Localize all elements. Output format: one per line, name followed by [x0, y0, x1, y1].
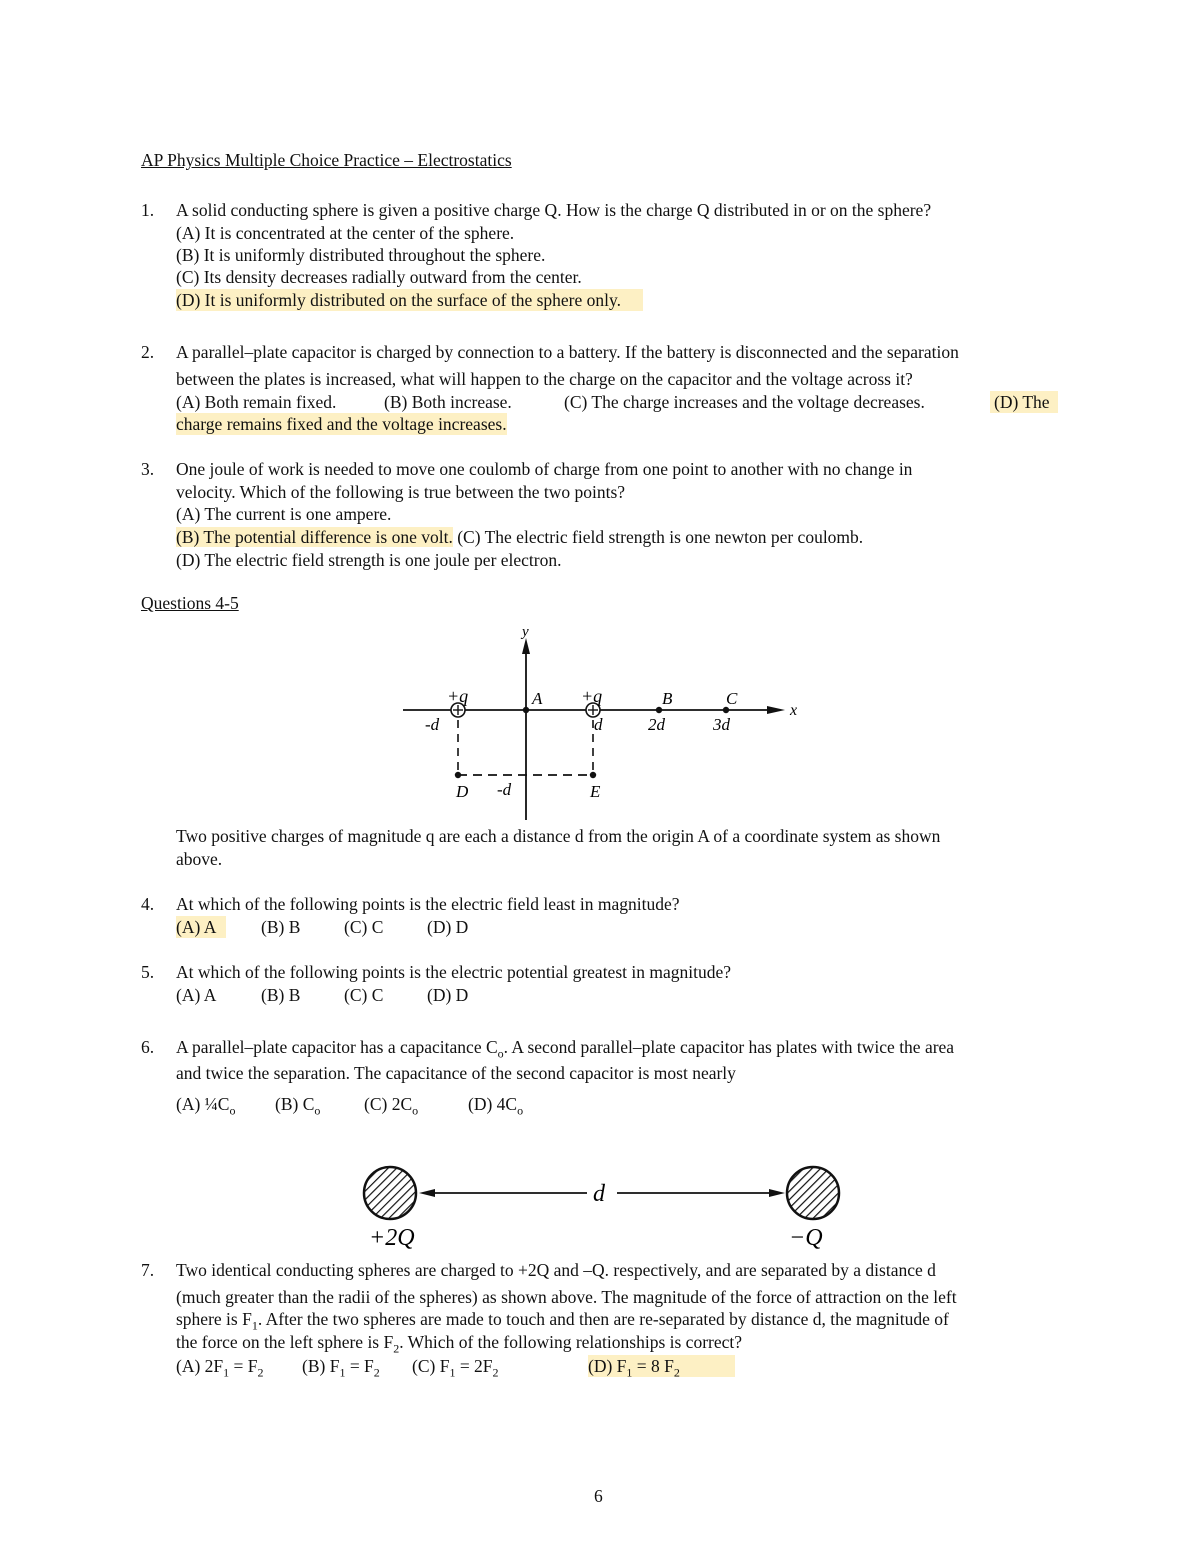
- distance-label: d: [593, 1181, 605, 1207]
- option-d-highlighted-part2: charge remains fixed and the voltage increases.: [176, 414, 507, 434]
- page-number: 6: [594, 1486, 603, 1506]
- option-d-highlighted-part1: (D) The: [990, 391, 1058, 413]
- option-a: (A) Both remain fixed.: [176, 392, 337, 412]
- option-a: (A) It is concentrated at the center of the sphere.: [176, 223, 515, 243]
- charge-left-label: +q: [447, 686, 469, 706]
- option-c: (C) The electric field strength is one newton per coulomb.: [452, 527, 864, 547]
- left-sphere-charge-label: +2Q: [369, 1225, 415, 1251]
- point-a-label: A: [532, 689, 543, 708]
- point-e-label: E: [590, 782, 601, 801]
- point-d-label: D: [456, 782, 469, 801]
- option-d: (D) D: [427, 985, 469, 1005]
- question-stem-line1: One joule of work is needed to move one coulomb of charge from one point to another with no change in: [176, 459, 913, 479]
- question-stem-line2: velocity. Which of the following is true between the two points?: [176, 482, 626, 502]
- option-c: (C) C: [344, 985, 384, 1005]
- charge-coordinate-figure: [395, 620, 815, 820]
- question-number: 6.: [141, 1037, 155, 1057]
- question-number: 1.: [141, 200, 155, 220]
- option-c: (C) C: [344, 917, 384, 937]
- option-b: (B) $C_o$: [275, 1094, 321, 1118]
- questions-group-label: Questions 4-5: [141, 593, 239, 613]
- option-a: (A) $2F_1 = F_2$: [176, 1356, 264, 1380]
- x-axis-label: x: [790, 702, 798, 719]
- question-stem: At which of the following points is the electric potential greatest in magnitude?: [176, 962, 731, 982]
- point-a-dot: [523, 707, 529, 713]
- figure-caption-line1: Two positive charges of magnitude q are each a distance d from the origin A of a coordinate system as shown: [176, 826, 941, 846]
- 3d-label: 3d: [713, 715, 730, 734]
- option-b-c-line: [176, 526, 863, 548]
- right-sphere-charge-label: −Q: [789, 1225, 823, 1251]
- charge-right-label: +q: [581, 686, 603, 706]
- option-d: (D) The electric field strength is one joule per electron.: [176, 550, 562, 570]
- option-c: (C) $F_1 = 2F_2$: [412, 1356, 499, 1380]
- right-sphere-icon: [787, 1167, 839, 1219]
- option-b: (B) It is uniformly distributed throughout the sphere.: [176, 245, 546, 265]
- question-number: 3.: [141, 459, 155, 479]
- question-stem: At which of the following points is the electric field least in magnitude?: [176, 894, 680, 914]
- question-stem-line2: between the plates is increased, what will happen to the charge on the capacitor and the voltage across it?: [176, 369, 913, 389]
- question-stem-line1: A parallel–plate capacitor has a capacitance $C_o$. A second parallel–plate capacitor has plates with twice the area: [176, 1037, 955, 1061]
- question-stem-line3: sphere is $F_1$. After the two spheres are made to touch and then are re-separated by distance d, the magnitude of: [176, 1309, 949, 1333]
- y-axis-arrow-icon: [522, 638, 530, 654]
- point-b-label: B: [662, 689, 673, 708]
- question-number: 2.: [141, 342, 155, 362]
- option-a: (A) $\frac{1}{4}C_o$: [176, 1094, 236, 1118]
- point-e-dot: [590, 772, 596, 778]
- option-a: (A) The current is one ampere.: [176, 504, 392, 524]
- two-spheres-figure: [355, 1158, 855, 1258]
- left-arrowhead-icon: [419, 1189, 435, 1197]
- point-c-label: C: [726, 689, 738, 708]
- neg-d-y-label: -d: [497, 780, 512, 799]
- left-sphere-icon: [364, 1167, 416, 1219]
- x-axis-arrow-icon: [767, 706, 785, 714]
- option-b: (B) Both increase.: [384, 392, 512, 412]
- option-d-highlighted: (D) It is uniformly distributed on the surface of the sphere only.: [176, 289, 643, 311]
- 2d-label: 2d: [648, 715, 665, 734]
- option-c: (C) $2C_o$: [364, 1094, 419, 1118]
- option-b-highlighted: (B) The potential difference is one volt.: [176, 527, 453, 547]
- option-b: (B) B: [261, 985, 301, 1005]
- question-stem-line1: A parallel–plate capacitor is charged by connection to a battery. If the battery is disconnected and the separation: [176, 342, 959, 362]
- question-stem-line1: Two identical conducting spheres are charged to +2Q and –Q. respectively, and are separated by a distance d: [176, 1260, 936, 1280]
- option-b: (B) B: [261, 917, 301, 937]
- question-stem-line2: (much greater than the radii of the spheres) as shown above. The magnitude of the force of attraction on the left: [176, 1287, 957, 1307]
- y-axis-label: y: [522, 624, 529, 640]
- option-b: (B) $F_1 = F_2$: [302, 1356, 380, 1380]
- question-number: 5.: [141, 962, 155, 982]
- option-a-highlighted: (A) A: [176, 916, 226, 938]
- option-a: (A) A: [176, 985, 217, 1005]
- question-number: 7.: [141, 1260, 155, 1280]
- question-stem: A solid conducting sphere is given a positive charge Q. How is the charge Q distributed in or on the sphere?: [176, 200, 932, 220]
- option-d: (D) $4C_o$: [468, 1094, 524, 1118]
- page-title: AP Physics Multiple Choice Practice – Electrostatics: [141, 150, 512, 170]
- figure-caption-line2: above.: [176, 849, 223, 869]
- point-d-dot: [455, 772, 461, 778]
- question-number: 4.: [141, 894, 155, 914]
- option-c: (C) The charge increases and the voltage decreases.: [564, 392, 925, 412]
- neg-d-x-label: -d: [425, 715, 440, 734]
- right-arrowhead-icon: [769, 1189, 785, 1197]
- option-c: (C) Its density decreases radially outward from the center.: [176, 267, 582, 287]
- question-stem-line4: the force on the left sphere is $F_2$. Which of the following relationships is correct?: [176, 1332, 743, 1356]
- option-d-highlighted: (D) $F_1 = 8$ $F_2$: [588, 1355, 735, 1377]
- option-d: (D) D: [427, 917, 469, 937]
- question-stem-line2: and twice the separation. The capacitance of the second capacitor is most nearly: [176, 1063, 736, 1083]
- d-x-label: d: [594, 715, 603, 734]
